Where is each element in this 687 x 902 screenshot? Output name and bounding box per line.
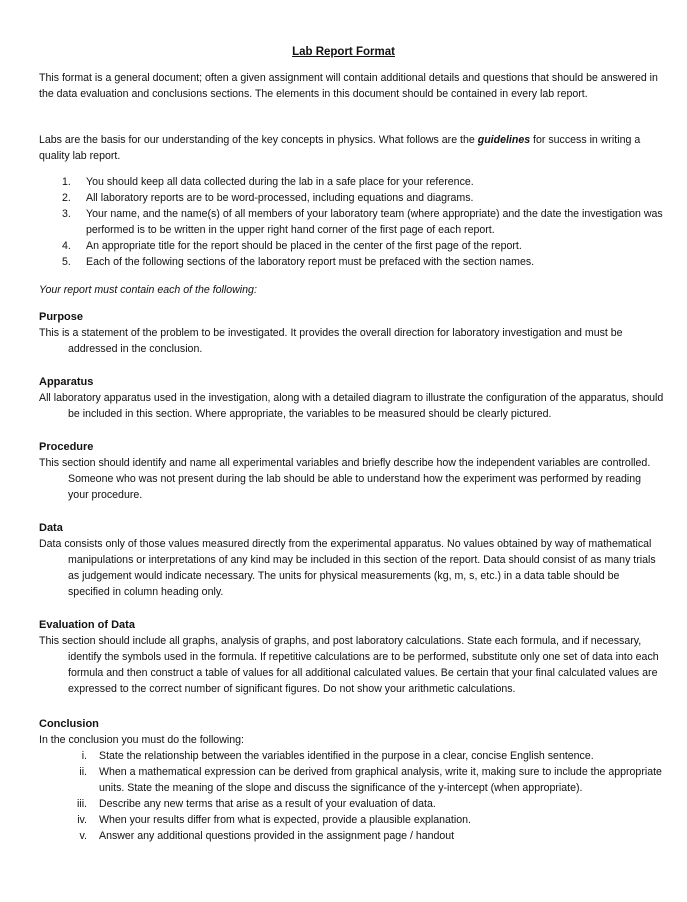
list-item (58, 174, 664, 190)
list-number: i. (81, 750, 87, 762)
section-body: This section should identify and name all experimental variables and briefly describe how the independent variables are controlled. Someone who was not present during the lab should be able to understand how the experiment was performed by reading your procedure. (39, 457, 651, 501)
must-contain-note: Your report must contain each of the following: (39, 284, 257, 296)
list-item (58, 190, 664, 206)
list-number: 5. (62, 256, 71, 268)
section-data (39, 520, 664, 600)
numbered-list (58, 174, 664, 270)
section-evaluation-of-data (39, 617, 664, 697)
intro-text-end: for success in writing a quality lab report. (39, 134, 641, 162)
section-purpose (39, 309, 664, 357)
intro-paragraph-1: This format is a general document; often a given assignment will contain additional details and questions that should be answered in the data evaluation and conclusions sections. The elements in this document should be contained in every lab report. (39, 72, 658, 100)
list-item-text: When a mathematical expression can be derived from graphical analysis, write it, making sure to include the appropriate units. State the meaning of the slope and discuss the significance of the y-intercept (when appropriate). (99, 766, 662, 794)
list-item-text: An appropriate title for the report should be placed in the center of the first page of the report. (86, 240, 522, 252)
list-item-text: Each of the following sections of the laboratory report must be prefaced with the section names. (86, 256, 535, 268)
section-procedure (39, 439, 664, 503)
section-body: This section should include all graphs, analysis of graphs, and post laboratory calculations. State each formula, and if necessary, identify the symbols used in the formula. If repetitive calculations are to be performed, substitute only one set of data into each formula and then construct a table of values for all additional calculated values. Be certain that your final calculated values are expressed to the correct number of significant figures. Do not show your arithmetic calculations. (39, 635, 659, 695)
list-item (39, 764, 664, 796)
list-number: 1. (62, 176, 71, 188)
list-item-text: When your results differ from what is expected, provide a plausible explanation. (99, 814, 471, 826)
list-item (39, 828, 664, 844)
list-item-text: Describe any new terms that arise as a result of your evaluation of data. (99, 798, 436, 810)
section-conclusion (39, 716, 664, 844)
list-number: 4. (62, 240, 71, 252)
list-number: iv. (77, 814, 87, 826)
conclusion-list (39, 748, 664, 844)
section-heading: Procedure (39, 441, 94, 453)
guidelines-emphasis: guidelines (477, 134, 531, 146)
list-item (58, 206, 664, 238)
section-body: In the conclusion you must do the following: (39, 734, 244, 746)
section-apparatus (39, 374, 664, 422)
list-number: ii. (79, 766, 87, 778)
section-body: This is a statement of the problem to be investigated. It provides the overall direction for laboratory investigation and must be addressed in the conclusion. (39, 327, 623, 355)
list-item (39, 748, 664, 764)
list-item (58, 254, 664, 270)
section-heading: Data (39, 522, 63, 534)
list-item (39, 796, 664, 812)
list-item-text: Your name, and the name(s) of all members of your laboratory team (where appropriate) and the date the investigation was performed is to be written in the upper right hand corner of the first page of each report. (86, 208, 663, 236)
list-item-text: All laboratory reports are to be word-processed, including equations and diagrams. (86, 192, 474, 204)
list-item (58, 238, 664, 254)
intro-paragraph-2 (39, 132, 664, 164)
section-heading: Purpose (39, 311, 84, 323)
list-number: 3. (62, 208, 71, 220)
page-title: Lab Report Format (292, 46, 395, 58)
list-item (39, 812, 664, 828)
section-heading: Evaluation of Data (39, 619, 135, 631)
list-item-text: Answer any additional questions provided in the assignment page / handout (99, 830, 455, 842)
section-body: Data consists only of those values measured directly from the experimental apparatus. No values obtained by way of mathematical manipulations or interpretations of any kind may be included in this section of the report. Data should consist of as many trials as judgement would indicate necessary. The units for physical measurements (kg, m, s, etc.) in a data table should be specified in column heading only. (39, 538, 656, 598)
list-number: iii. (76, 798, 87, 810)
section-body: All laboratory apparatus used in the investigation, along with a detailed diagram to illustrate the configuration of the apparatus, should be included in this section. Where appropriate, the variables to be measured should be clearly pictured. (39, 392, 664, 420)
section-heading: Conclusion (39, 718, 99, 730)
list-item-text: State the relationship between the variables identified in the purpose in a clear, concise English sentence. (99, 750, 594, 762)
section-heading: Apparatus (39, 376, 94, 388)
list-number: 2. (62, 192, 71, 204)
list-number: v. (79, 830, 87, 842)
list-item-text: You should keep all data collected during the lab in a safe place for your reference. (86, 176, 474, 188)
intro-text-start: Labs are the basis for our understanding of the key concepts in physics. What follows are the (39, 134, 478, 146)
